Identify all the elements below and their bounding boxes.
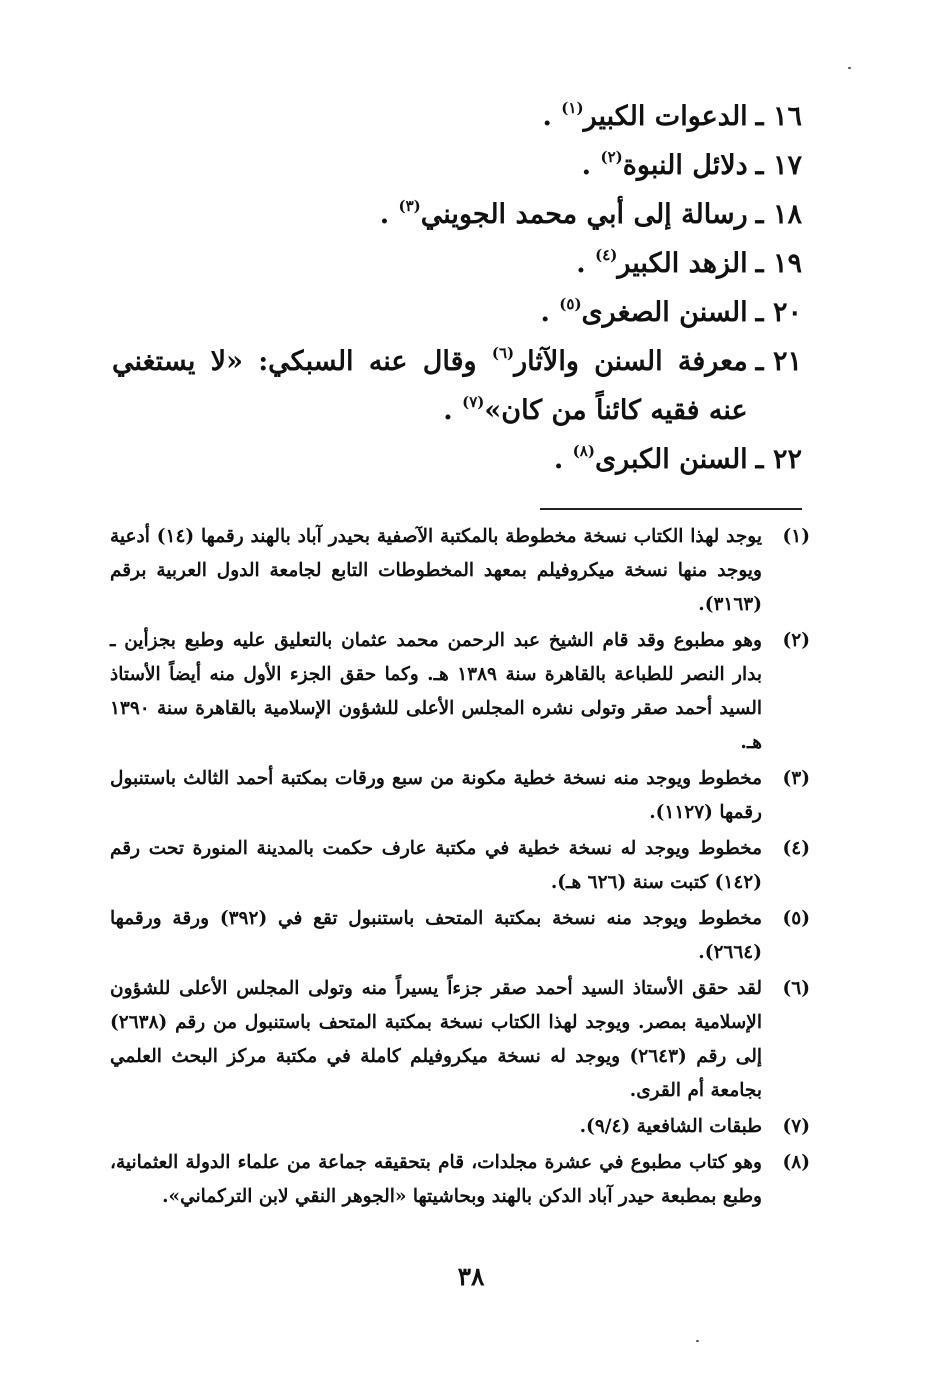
footnote-ref: (٤) (595, 246, 618, 264)
list-item (112, 337, 802, 435)
list-item (112, 435, 802, 484)
footnote-text: مخطوط ويوجد منه نسخة خطية مكونة من سبع ورقات بمكتبة أحمد الثالث باستنبول رقمها (١١٢٧). (110, 768, 762, 823)
footnote (110, 1110, 810, 1144)
item-title: دلائل النبوة$^{(٢)}$ . (581, 148, 748, 181)
footnote-number: (٢) (782, 630, 810, 651)
footnote-separator (540, 508, 802, 510)
item-title: السنن الصغرى$^{(٥)}$ . (540, 295, 748, 328)
footnote-text: مخطوط ويوجد منه نسخة بمكتبة المتحف باستنبول تقع في (٣٩٢) ورقة ورقمها (٢٦٦٤). (110, 908, 762, 963)
footnote-ref: (٧) (462, 393, 485, 411)
footnote-number: (٨) (782, 1152, 810, 1173)
footnotes (110, 520, 810, 1216)
page-number: ٣٨ (457, 1262, 485, 1291)
item-number: ١٨ ـ (755, 199, 802, 230)
works-list (112, 92, 802, 484)
footnote-number: (١) (782, 526, 810, 547)
list-item (112, 239, 802, 288)
scan-speck (696, 1340, 699, 1342)
footnote (110, 832, 810, 900)
footnote-number: (٣) (782, 768, 810, 789)
footnote-text: وهو كتاب مطبوع في عشرة مجلدات، قام بتحقيقه جماعة من علماء الدولة العثمانية، وطبع بمطبعة حيدر آباد الدكن بالهند وبحاشيتها «الجوهر النقي لابن التركماني». (110, 1152, 762, 1207)
list-item (112, 288, 802, 337)
footnote (110, 972, 810, 1108)
footnote-text: يوجد لهذا الكتاب نسخة مخطوطة بالمكتبة الآصفية بحيدر آباد بالهند رقمها (١٤) أدعية ويوجد منها نسخة ميكروفيلم بمعهد المخطوطات التابع لجامعة الدول العربية برقم (٣١٦٣). (110, 526, 762, 615)
footnote-ref: (٣) (398, 197, 421, 215)
list-item (112, 190, 802, 239)
footnote-number: (٦) (782, 978, 810, 999)
footnote-ref: (٨) (572, 442, 595, 460)
footnote-text: لقد حقق الأستاذ السيد أحمد صقر جزءاً يسيراً منه وتولى المجلس الأعلى للشؤون الإسلامية بمصر. ويوجد لهذا الكتاب نسخة بمكتبة المتحف باستنبول من رقم (٢٦٣٨) إلى رقم (٢٦٤٣) ويوجد له نسخة ميكروفيلم كاملة في مكتبة مركز البحث العلمي بجامعة أم القرى. (110, 978, 762, 1101)
item-title: رسالة إلى أبي محمد الجويني$^{(٣)}$ . (379, 197, 748, 230)
item-title: الدعوات الكبير$^{(١)}$ . (542, 99, 748, 132)
footnote-text: وهو مطبوع وقد قام الشيخ عبد الرحمن محمد عثمان بالتعليق عليه وطبع بجزأين ـ بدار النصر للطباعة بالقاهرة سنة ١٣٨٩ هـ. وكما حقق الجزء الأول منه أيضاً الأستاذ السيد أحمد صقر وتولى نشره المجلس الأعلى للشؤون الإسلامية بالقاهرة سنة ١٣٩٠ هـ. (110, 630, 762, 753)
footnote-number: (٤) (782, 838, 810, 859)
item-number: ١٦ ـ (755, 101, 802, 132)
quote: وقال عنه السبكي: «لا يستغني عنه فقيه كائناً من كان» (112, 346, 748, 426)
footnote-text: مخطوط ويوجد له نسخة خطية في مكتبة عارف حكمت بالمدينة المنورة تحت رقم (١٤٢) كتبت سنة (٦٢٦ هـ). (110, 838, 762, 893)
item-number: ٢١ ـ (755, 346, 802, 377)
footnote-ref: (٦) (491, 344, 515, 362)
item-title: السنن الكبرى$^{(٨)}$ . (553, 442, 748, 475)
footnote (110, 624, 810, 760)
item-number: ١٧ ـ (755, 150, 802, 181)
list-item (112, 92, 802, 141)
footnote-ref: (١) (561, 99, 584, 117)
footnote (110, 1146, 810, 1214)
footnote (110, 520, 810, 622)
item-number: ١٩ ـ (755, 248, 802, 279)
footnote-number: (٥) (782, 908, 810, 929)
item-title: معرفة السنن والآثار$^{(٦)}$ وقال عنه السبكي: «لا يستغني عنه فقيه كائناً من كان»$^{(٧)}$ . (112, 344, 748, 426)
item-number: ٢٠ ـ (755, 297, 802, 328)
item-number: ٢٢ ـ (755, 444, 802, 475)
footnote-ref: (٥) (559, 295, 582, 313)
footnote (110, 902, 810, 970)
scan-speck (848, 67, 851, 69)
footnote-ref: (٢) (600, 148, 623, 166)
footnote-text: طبقات الشافعية (٩/٤). (579, 1116, 762, 1137)
footnote (110, 762, 810, 830)
list-item (112, 141, 802, 190)
item-title: الزهد الكبير$^{(٤)}$ . (576, 246, 748, 279)
footnote-number: (٧) (782, 1116, 810, 1137)
